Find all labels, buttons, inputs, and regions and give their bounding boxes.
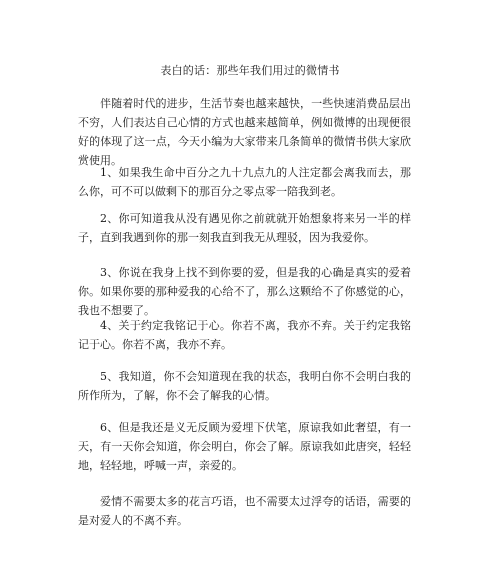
closing-paragraph: 爱情不需要太多的花言巧语，也不需要太过浮夸的话语，需要的是对爱人的不离不弃。 (78, 495, 411, 527)
love-letter-item-6: 6、但是我还是义无反顾为爱埋下伏笔，原谅我如此奢望，有一天，有一天你会知道，你会明白，你会了解。原谅我如此唐突，轻轻地，轻轻地，呼喊一声，亲爱的。 (78, 421, 411, 472)
document-title: 表白的话：那些年我们用过的微情书 (160, 64, 340, 77)
intro-paragraph: 伴随着时代的进步，生活节奏也越来越快，一些快速消费品层出不穷，人们表达自己心情的方式也越来越简单，例如微博的出现便很好的体现了这一点，今天小编为大家带来几条简单的微情书供大家欣赏使用。 (78, 97, 411, 167)
love-letter-item-4: 4、关于约定我铭记于心。你若不离，我亦不弃。关于约定我铭记于心。你若不离，我亦不弃。 (78, 319, 411, 351)
love-letter-item-5: 5、我知道，你不会知道现在我的状态，我明白你不会明白我的所作所为，了解，你不会了解我的心情。 (78, 370, 411, 402)
love-letter-item-2: 2、你可知道我从没有遇见你之前就就开始想象将来另一半的样子，直到我遇到你的那一刻我直到我无从理驳，因为我爱你。 (78, 212, 411, 244)
love-letter-item-3: 3、你说在我身上找不到你要的爱，但是我的心确是真实的爱着你。如果你要的那种爱我的心给不了，那么这颗给不了你感觉的心，我也不想要了。 (78, 266, 411, 317)
love-letter-item-1: 1、如果我生命中百分之九十九点九的人注定都会离我而去，那么你，可不可以做剩下的那百分之零点零一陪我到老。 (78, 166, 411, 198)
